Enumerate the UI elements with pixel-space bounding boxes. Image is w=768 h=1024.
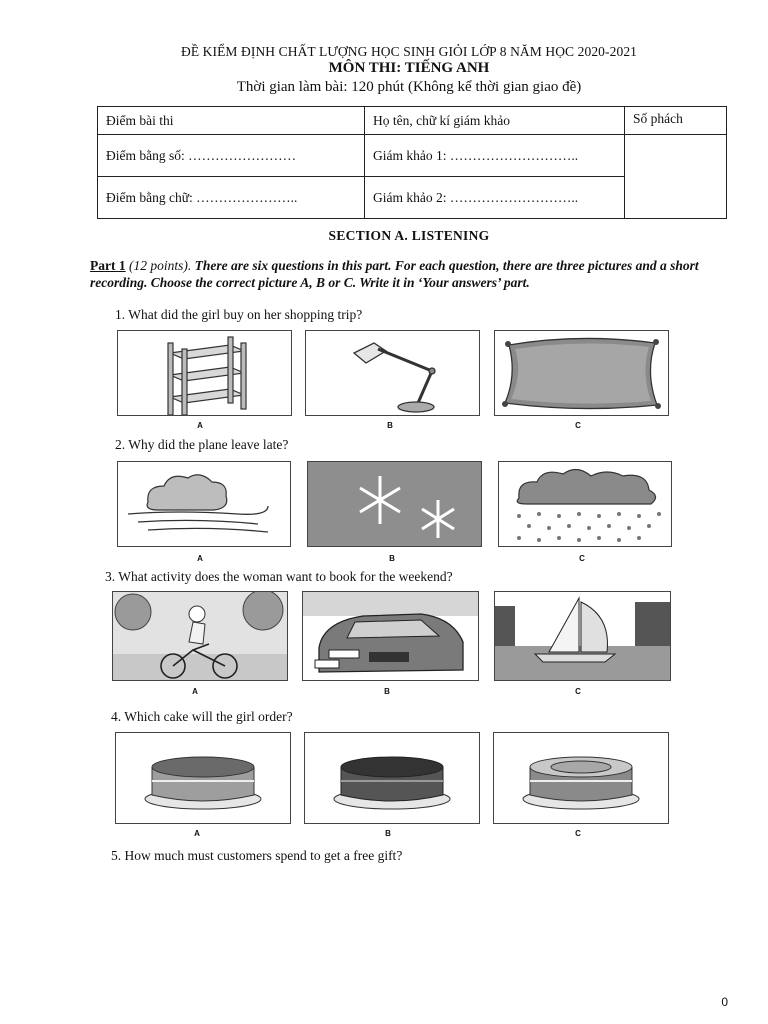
car-icon bbox=[303, 592, 478, 680]
part1-points: (12 points). bbox=[128, 258, 192, 273]
q3-option-c[interactable] bbox=[494, 591, 671, 681]
score-words-field[interactable]: Điểm bằng chữ: ………………….. bbox=[98, 177, 365, 219]
rain-icon bbox=[499, 462, 671, 546]
part1-instructions bbox=[90, 257, 730, 291]
q1-label-c: C bbox=[575, 421, 581, 430]
sailing-icon bbox=[495, 592, 670, 680]
q4-option-a[interactable] bbox=[115, 732, 291, 824]
score-table bbox=[97, 106, 727, 219]
q4-option-c[interactable] bbox=[493, 732, 669, 824]
chocolate-cake-icon bbox=[305, 733, 479, 823]
shelf-icon bbox=[118, 331, 291, 415]
snow-icon bbox=[308, 462, 481, 546]
question-3: 3. What activity does the woman want to book for the weekend? bbox=[105, 569, 453, 584]
q2-option-c[interactable] bbox=[498, 461, 672, 547]
examiner-header: Họ tên, chữ kí giám khảo bbox=[365, 107, 625, 135]
question-1: 1. What did the girl buy on her shopping trip? bbox=[115, 307, 363, 322]
q4-label-b: B bbox=[385, 829, 391, 838]
q3-option-a[interactable] bbox=[112, 591, 288, 681]
part1-label: Part 1 bbox=[90, 258, 126, 273]
section-title: SECTION A. LISTENING bbox=[328, 228, 490, 243]
q4-option-b[interactable] bbox=[304, 732, 480, 824]
examiner2-field[interactable]: Giám khảo 2: ……………………….. bbox=[365, 177, 625, 219]
q3-label-a: A bbox=[192, 687, 198, 696]
q1-label-a: A bbox=[197, 421, 203, 430]
fruit-cake-icon bbox=[116, 733, 290, 823]
part1-text: There are six questions in this part. For each question, there are three pictures and a short recording. Choose the correct picture A, B or C. Write it in ‘Your answers’ part. bbox=[90, 258, 699, 290]
cycling-icon bbox=[113, 592, 287, 680]
page-number: 0 bbox=[721, 995, 728, 1009]
candidate-code-header: Số phách bbox=[625, 107, 727, 135]
score-header: Điểm bài thi bbox=[98, 107, 365, 135]
q2-option-a[interactable] bbox=[117, 461, 291, 547]
q3-label-b: B bbox=[384, 687, 390, 696]
question-4: 4. Which cake will the girl order? bbox=[111, 709, 293, 724]
examiner1-field[interactable]: Giám khảo 1: ……………………….. bbox=[365, 135, 625, 177]
q3-label-c: C bbox=[575, 687, 581, 696]
pie-cake-icon bbox=[494, 733, 668, 823]
wind-icon bbox=[118, 462, 290, 546]
question-5: 5. How much must customers spend to get a free gift? bbox=[111, 848, 403, 863]
q4-label-a: A bbox=[194, 829, 200, 838]
q2-option-b[interactable] bbox=[307, 461, 482, 547]
candidate-code-field[interactable] bbox=[625, 135, 727, 219]
q1-option-a[interactable] bbox=[117, 330, 292, 416]
exam-time: Thời gian làm bài: 120 phút (Không kể thời gian giao đề) bbox=[236, 79, 582, 95]
q2-label-c: C bbox=[579, 554, 585, 563]
lamp-icon bbox=[306, 331, 479, 415]
q4-label-c: C bbox=[575, 829, 581, 838]
q2-label-b: B bbox=[389, 554, 395, 563]
q1-option-c[interactable] bbox=[494, 330, 669, 416]
cushion-icon bbox=[495, 331, 668, 415]
subject-title: MÔN THI: TIẾNG ANH bbox=[328, 60, 490, 76]
question-2: 2. Why did the plane leave late? bbox=[115, 437, 289, 452]
q3-option-b[interactable] bbox=[302, 591, 479, 681]
q1-option-b[interactable] bbox=[305, 330, 480, 416]
q2-label-a: A bbox=[197, 554, 203, 563]
q1-label-b: B bbox=[387, 421, 393, 430]
exam-title: ĐỀ KIỂM ĐỊNH CHẤT LƯỢNG HỌC SINH GIỎI LỚP 8 NĂM HỌC 2020-2021 bbox=[180, 44, 638, 59]
score-number-field[interactable]: Điểm bằng số: …………………… bbox=[98, 135, 365, 177]
